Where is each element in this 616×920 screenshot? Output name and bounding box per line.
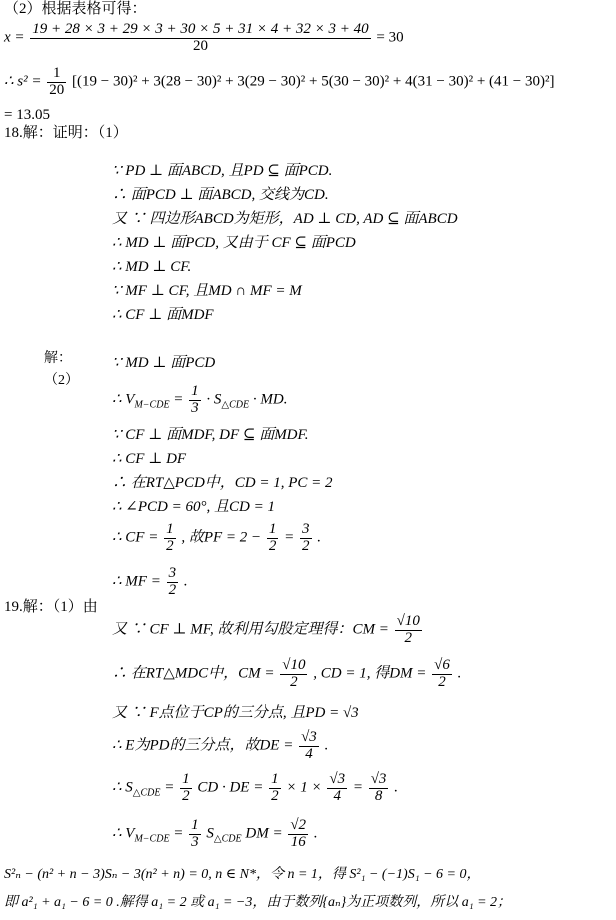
- q18-p2-line6: ∴ ∠PCD = 60°, 且CD = 1: [112, 499, 275, 515]
- mean-fraction: [30, 22, 370, 55]
- fraction: $\frac{1}{2}$: [166, 521, 174, 554]
- q18-p2-line1: ∵ MD ⊥ 面PCD: [112, 355, 216, 371]
- q18-part2-number: （2）: [44, 373, 79, 388]
- q18-p2-line8: ∴ MF = $\frac{3}{2}$ .: [112, 565, 188, 598]
- q18-line: ∴ 面PCD ⊥ 面ABCD, 交线为CD.: [112, 187, 329, 203]
- q19-equation-1: S²ₙ − (n² + n − 3)Sₙ − 3(n² + n) = 0, n ∈ N*，令 n = 1，得 S²₁ − (−1)S₁ − 6 = 0，: [4, 867, 481, 882]
- q19-heading: 19.解：（1）由: [4, 599, 98, 615]
- q18-line: 又 ∵ 四边形ABCD为矩形，AD ⊥ CD, AD ⊆ 面ABCD: [112, 211, 458, 227]
- q19-equation-2: 即 a²₁ + a₁ − 6 = 0 .解得 a₁ = 2 或 a₁ = −3，由于数列{aₙ}为正项数列，所以 a₁ = 2；: [4, 895, 512, 910]
- q19-line6: ∴ $V_{M-CDE}$ = $\frac{1}{3}$ $S_{\triangle CDE}$ DM = $\frac{√2}{16}$ .: [112, 817, 318, 850]
- mean-formula: [4, 22, 404, 55]
- q18-line: ∵ PD ⊥ 面ABCD, 且PD ⊆ 面PCD.: [112, 163, 333, 179]
- q19-line4: ∴ E为PD的三分点，故DE = $\frac{√3}{4}$ .: [112, 729, 329, 762]
- q18-line: ∵ MF ⊥ CF, 且MD ∩ MF = M: [112, 283, 302, 299]
- fraction: $\frac{3}{2}$: [168, 565, 177, 598]
- q19-line2: ∴ 在RT△MDC中，CM = $\frac{√10}{2}$ , CD = 1, 得DM = $\frac{√6}{2}$ .: [112, 657, 462, 690]
- variance-lhs: ∴ s² =: [4, 73, 42, 90]
- q18-line: ∴ MD ⊥ CF.: [112, 259, 192, 275]
- fraction: $\frac{√10}{2}$: [396, 613, 420, 646]
- fraction: $\frac{√10}{2}$: [282, 657, 306, 690]
- q18-p2-line3: ∵ CF ⊥ 面MDF, DF ⊆ 面MDF.: [112, 427, 309, 443]
- fraction: $\frac{√3}{8}$: [370, 771, 387, 804]
- part2-heading: （2）根据表格可得：: [4, 1, 147, 17]
- variance-formula: [4, 66, 554, 99]
- fraction: $\frac{1}{3}$: [191, 817, 199, 850]
- q19-line1: 又 ∵ CF ⊥ MF, 故利用勾股定理得：CM = $\frac{√10}{2}$: [112, 613, 420, 646]
- fraction: $\frac{√3}{4}$: [329, 771, 346, 804]
- mean-rhs: = 30: [376, 29, 404, 46]
- fraction: $\frac{√3}{4}$: [301, 729, 317, 762]
- q18-line: ∴ MD ⊥ 面PCD, 又由于 CF ⊆ 面PCD: [112, 235, 356, 251]
- fraction: $\frac{√6}{2}$: [434, 657, 450, 690]
- mean-lhs: x =: [4, 29, 25, 46]
- variance-coef: $\frac{1}{20}$: [49, 65, 65, 98]
- mean-denominator: 20: [192, 37, 208, 54]
- mean-numerator: 19 + 28 × 3 + 29 × 3 + 30 × 5 + 31 × 4 + 32 × 3 + 40: [32, 21, 369, 37]
- q18-p2-line7: ∴ CF = $\frac{1}{2}$ , 故PF = 2 − $\frac{1}{2}$ = $\frac{3}{2}$ .: [112, 521, 322, 554]
- q18-p2-volume: ∴ $V_{M-CDE}$ = $\frac{1}{3}$ · $S_{\triangle CDE}$ · MD.: [112, 383, 288, 416]
- variance-result: = 13.05: [4, 107, 50, 123]
- variance-body: [(19 − 30)² + 3(28 − 30)² + 3(29 − 30)² + 5(30 − 30)² + 4(31 − 30)² + (41 − 30)²]: [72, 73, 555, 90]
- fraction: $\frac{3}{2}$: [302, 521, 310, 554]
- q18-p2-line5: ∴ 在RT△PCD中，CD = 1, PC = 2: [112, 475, 333, 491]
- fraction: $\frac{1}{2}$: [182, 771, 190, 804]
- q18-p2-line4: ∴ CF ⊥ DF: [112, 451, 187, 467]
- q19-line3: 又 ∵ F点位于CP的三分点, 且PD = √3: [112, 705, 359, 721]
- fraction: $\frac{√2}{16}$: [290, 817, 307, 850]
- q18-heading: 18.解：证明：（1）: [4, 125, 128, 141]
- q18-line: ∴ CF ⊥ 面MDF: [112, 307, 214, 323]
- fraction: $\frac{1}{3}$: [191, 383, 199, 416]
- fraction: $\frac{1}{2}$: [271, 771, 279, 804]
- fraction: $\frac{1}{2}$: [268, 521, 277, 554]
- q19-line5: ∴ $S_{\triangle CDE}$ = $\frac{1}{2}$ CD · DE = $\frac{1}{2}$ × 1 × $\frac{√3}{4}$ = $\frac{√3}{8}$ .: [112, 771, 398, 804]
- q18-part2-label: 解：: [44, 351, 72, 366]
